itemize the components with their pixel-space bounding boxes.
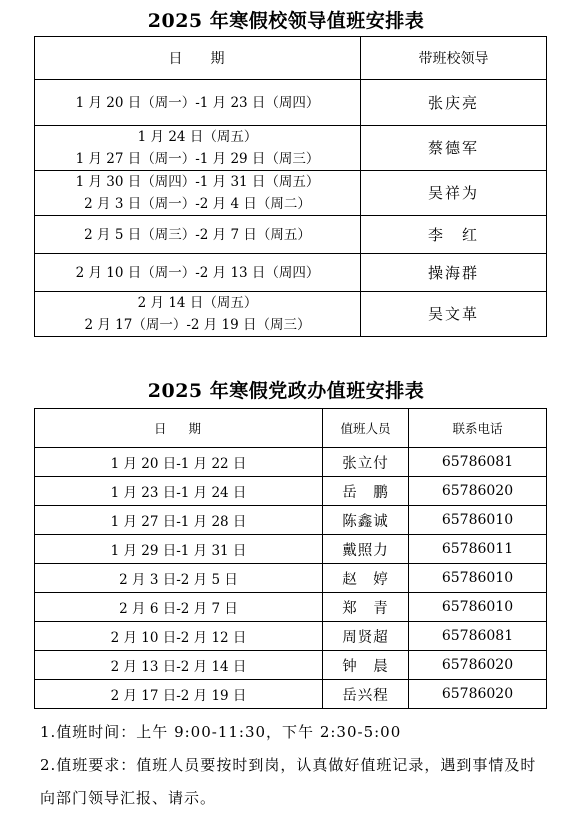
phone-cell: 65786020 xyxy=(409,651,547,680)
phone-cell: 65786081 xyxy=(409,622,547,651)
leader-name-cell: 蔡德军 xyxy=(361,126,547,171)
staff-name-cell: 钟 晨 xyxy=(323,651,409,680)
table-row xyxy=(35,448,547,477)
date-cell xyxy=(35,292,361,337)
date-column-header: 日期 xyxy=(35,37,361,80)
leader-schedule-table xyxy=(34,36,547,337)
staff-name-cell: 岳 鹏 xyxy=(323,477,409,506)
leader-name-cell: 李 红 xyxy=(361,216,547,254)
note-duty-requirements: 2.值班要求：值班人员要按时到岗，认真做好值班记录，遇到事情及时向部门领导汇报、请示。 xyxy=(40,756,537,807)
table-row xyxy=(35,680,547,709)
table-row xyxy=(35,292,547,337)
phone-cell: 65786020 xyxy=(409,477,547,506)
date-range: 2 月 5 日（周三）-2 月 7 日（周五） xyxy=(84,226,311,243)
staff-name-cell: 岳兴程 xyxy=(323,680,409,709)
staff-name-cell: 戴照力 xyxy=(323,535,409,564)
date-range: 1 月 30 日（周四）-1 月 31 日（周五） xyxy=(75,174,320,190)
leader-name-cell: 吴祥为 xyxy=(361,171,547,216)
date-cell: 2 月 10 日-2 月 12 日 xyxy=(35,622,323,651)
notes xyxy=(40,716,550,815)
staff-name-cell: 郑 青 xyxy=(323,593,409,622)
staff-name-cell: 赵 婷 xyxy=(323,564,409,593)
phone-cell: 65786010 xyxy=(409,564,547,593)
note-duty-hours: 1.值班时间：上午 9:00-11:30，下午 2:30-5:00 xyxy=(40,723,402,741)
staff-name-cell: 张立付 xyxy=(323,448,409,477)
table-row xyxy=(35,254,547,292)
table-row xyxy=(35,80,547,126)
phone-cell: 65786081 xyxy=(409,448,547,477)
phone-column-header: 联系电话 xyxy=(409,409,547,448)
table-header-row xyxy=(35,409,547,448)
table-row xyxy=(35,171,547,216)
date-cell: 2 月 6 日-2 月 7 日 xyxy=(35,593,323,622)
table-row xyxy=(35,651,547,680)
staff-name-cell: 周贤超 xyxy=(323,622,409,651)
date-range: 2 月 3 日（周一）-2 月 4 日（周二） xyxy=(84,196,311,212)
phone-cell: 65786010 xyxy=(409,593,547,622)
table-row xyxy=(35,216,547,254)
date-cell xyxy=(35,254,361,292)
date-cell: 2 月 3 日-2 月 5 日 xyxy=(35,564,323,593)
staff-name-cell: 陈鑫诚 xyxy=(323,506,409,535)
date-cell: 2 月 17 日-2 月 19 日 xyxy=(35,680,323,709)
date-cell: 1 月 20 日-1 月 22 日 xyxy=(35,448,323,477)
leader-column-header: 带班校领导 xyxy=(361,37,547,80)
office-schedule-table xyxy=(34,408,547,709)
phone-cell: 65786010 xyxy=(409,506,547,535)
table-row xyxy=(35,506,547,535)
date-range: 2 月 10 日（周一）-2 月 13 日（周四） xyxy=(75,264,320,281)
date-range: 1 月 24 日（周五） xyxy=(137,129,258,145)
date-cell: 1 月 29 日-1 月 31 日 xyxy=(35,535,323,564)
date-column-header: 日期 xyxy=(35,409,323,448)
phone-cell: 65786020 xyxy=(409,680,547,709)
date-range: 2 月 17（周一）-2 月 19 日（周三） xyxy=(84,317,311,333)
date-cell xyxy=(35,80,361,126)
date-range: 1 月 20 日（周一）-1 月 23 日（周四） xyxy=(75,94,320,111)
leader-name-cell: 吴文革 xyxy=(361,292,547,337)
staff-column-header: 值班人员 xyxy=(323,409,409,448)
table-row xyxy=(35,126,547,171)
table-row xyxy=(35,622,547,651)
table-row xyxy=(35,593,547,622)
date-cell: 2 月 13 日-2 月 14 日 xyxy=(35,651,323,680)
leader-name-cell: 操海群 xyxy=(361,254,547,292)
table-row xyxy=(35,477,547,506)
date-cell xyxy=(35,216,361,254)
date-cell: 1 月 23 日-1 月 24 日 xyxy=(35,477,323,506)
table-row xyxy=(35,535,547,564)
date-cell xyxy=(35,126,361,171)
date-range: 2 月 14 日（周五） xyxy=(137,295,258,311)
office-schedule-title: 2025 年寒假党政办值班安排表 xyxy=(147,380,425,402)
table-row xyxy=(35,564,547,593)
table-header-row xyxy=(35,37,547,80)
date-cell: 1 月 27 日-1 月 28 日 xyxy=(35,506,323,535)
leader-schedule-title: 2025 年寒假校领导值班安排表 xyxy=(147,10,425,32)
date-cell xyxy=(35,171,361,216)
phone-cell: 65786011 xyxy=(409,535,547,564)
leader-name-cell: 张庆亮 xyxy=(361,80,547,126)
date-range: 1 月 27 日（周一）-1 月 29 日（周三） xyxy=(75,151,320,167)
